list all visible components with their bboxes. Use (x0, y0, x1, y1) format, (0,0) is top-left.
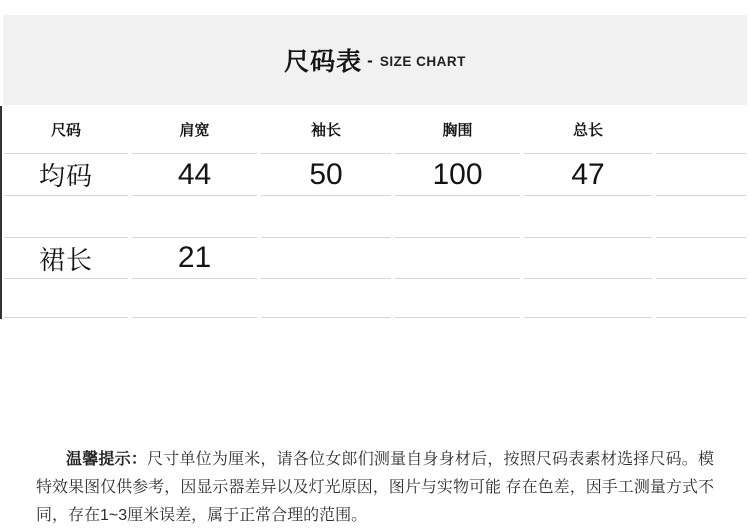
empty-cell (524, 238, 652, 279)
empty-cell (132, 196, 257, 238)
empty-cell (261, 279, 391, 318)
size-table-header-row (4, 106, 746, 154)
col-header-size: 尺码 (4, 106, 128, 154)
empty-cell (261, 238, 391, 279)
col-header-sleeve: 袖长 (261, 106, 391, 154)
value-cell: 44 (132, 154, 257, 196)
value-cell: 100 (395, 154, 520, 196)
empty-cell (656, 238, 746, 279)
empty-cell (395, 238, 520, 279)
empty-cell (395, 196, 520, 238)
table-row (4, 154, 746, 196)
size-cell: 裙长 (4, 238, 128, 279)
col-header-shoulder: 肩宽 (132, 106, 257, 154)
table-row-empty (4, 279, 746, 318)
value-cell: 21 (132, 238, 257, 279)
col-header-length: 总长 (524, 106, 652, 154)
empty-cell (524, 279, 652, 318)
empty-cell (656, 196, 746, 238)
size-cell: 均码 (4, 154, 128, 196)
title-english: SIZE CHART (379, 54, 466, 69)
empty-cell (395, 279, 520, 318)
table-row-empty (4, 196, 746, 238)
warm-tip-paragraph (0, 446, 750, 529)
size-table (0, 106, 750, 318)
empty-cell (132, 279, 257, 318)
col-header-bust: 胸围 (395, 106, 520, 154)
size-chart-header (3, 15, 747, 105)
title-divider: - (367, 51, 373, 70)
warm-tip-label: 温馨提示： (66, 451, 148, 468)
value-cell: 50 (261, 154, 391, 196)
empty-cell (656, 279, 746, 318)
table-row (4, 238, 746, 279)
col-header-empty (656, 106, 746, 154)
warm-tip-text: 尺寸单位为厘米，请各位女郎们测量自身身材后，按照尺码表素材选择尺码。模特效果图仅供参考，因显示器差异以及灯光原因，图片与实物可能 存在色差，因手工测量方式不同，存在1~3厘米误差，属于正常合理的范围。 (36, 451, 714, 524)
empty-cell (4, 196, 128, 238)
empty-cell (4, 279, 128, 318)
empty-cell (261, 196, 391, 238)
value-cell: 47 (524, 154, 652, 196)
empty-cell (656, 154, 746, 196)
title-chinese: 尺码表 (284, 48, 363, 76)
empty-cell (524, 196, 652, 238)
